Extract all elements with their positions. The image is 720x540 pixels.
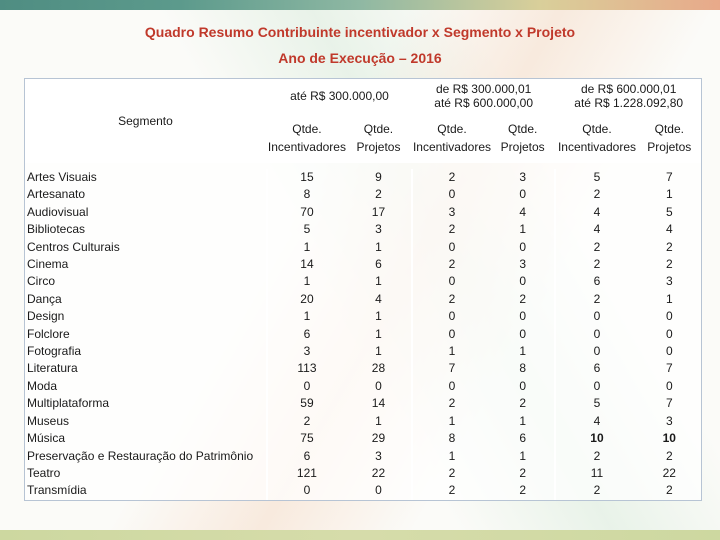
segment-cell: Música	[27, 431, 66, 446]
table-row	[25, 430, 701, 447]
projetos-cell: 22	[371, 465, 386, 480]
incentivadores-cell: 8	[266, 186, 346, 203]
projetos-cell: 22	[662, 465, 676, 480]
projetos-cell: 2	[519, 396, 527, 411]
segment-cell: Centros Culturais	[27, 239, 120, 254]
incentivadores-cell: 2	[554, 186, 637, 203]
incentivadores-cell: 2	[411, 465, 491, 482]
incentivadores-cell: 0	[411, 378, 491, 395]
projetos-cell: 8	[519, 361, 527, 376]
incentivadores-cell: 8	[411, 430, 491, 447]
incentivadores-cell: 3	[266, 343, 346, 360]
table-row	[25, 256, 701, 273]
segment-cell: Preservação e Restauração do Patrimônio	[27, 448, 254, 463]
incentivadores-cell: 0	[411, 308, 491, 325]
table-row	[25, 308, 701, 325]
incentivadores-cell: 0	[411, 326, 491, 343]
projetos-cell: 2	[665, 239, 673, 254]
incentivadores-cell: 2	[411, 291, 491, 308]
table-row	[25, 291, 701, 308]
incentivadores-cell: 2	[411, 221, 491, 238]
table-body	[25, 169, 701, 500]
incentivadores-cell: 2	[411, 395, 491, 412]
segment-cell: Artes Visuais	[27, 170, 97, 184]
projetos-cell: 10	[662, 431, 676, 446]
table-row	[25, 326, 701, 343]
col-header-line2: Projetos	[500, 140, 545, 154]
table-row	[25, 169, 701, 186]
incentivadores-cell: 1	[266, 308, 346, 325]
incentivadores-cell: 1	[266, 273, 346, 290]
incentivadores-cell: 0	[554, 326, 637, 343]
col-header-projetos	[638, 113, 701, 163]
incentivadores-cell: 1	[411, 413, 491, 430]
range-1-line1: até R$ 300.000,00	[290, 89, 389, 103]
projetos-cell: 29	[371, 431, 386, 446]
col-header-line2: Incentivadores	[267, 140, 346, 154]
projetos-cell: 17	[371, 204, 386, 219]
segment-cell: Museus	[27, 413, 70, 428]
table-row	[25, 273, 701, 290]
projetos-cell: 1	[519, 413, 527, 428]
projetos-cell: 0	[519, 326, 527, 341]
incentivadores-cell: 1	[266, 239, 346, 256]
incentivadores-cell: 1	[411, 448, 491, 465]
projetos-cell: 28	[371, 361, 386, 376]
incentivadores-cell: 2	[411, 482, 491, 499]
segment-cell: Artesanato	[27, 187, 86, 202]
incentivadores-cell: 4	[554, 204, 637, 221]
projetos-cell: 3	[665, 274, 673, 289]
projetos-cell: 0	[665, 344, 673, 359]
table-row	[25, 482, 701, 499]
col-header-line1: Qtde.	[363, 122, 394, 136]
top-decor-bar	[0, 0, 720, 10]
projetos-cell: 0	[375, 378, 382, 393]
slide-subtitle: Ano de Execução – 2016	[278, 50, 442, 66]
col-header-line2: Incentivadores	[557, 140, 636, 154]
segment-cell: Audiovisual	[27, 204, 89, 219]
incentivadores-cell: 113	[266, 360, 346, 377]
incentivadores-cell: 0	[411, 186, 491, 203]
projetos-cell: 3	[375, 222, 382, 237]
projetos-cell: 5	[665, 204, 673, 219]
incentivadores-cell: 4	[554, 221, 637, 238]
segment-cell: Fotografia	[27, 344, 82, 359]
segment-cell: Folclore	[27, 326, 70, 341]
projetos-cell: 1	[665, 187, 673, 202]
projetos-cell: 6	[519, 431, 527, 446]
projetos-cell: 2	[519, 465, 527, 480]
incentivadores-cell: 0	[266, 482, 346, 499]
segment-cell: Dança	[27, 291, 62, 306]
col-header-line2: Projetos	[356, 140, 401, 154]
projetos-cell: 0	[519, 239, 527, 254]
incentivadores-cell: 20	[266, 291, 346, 308]
projetos-cell: 1	[375, 274, 382, 289]
col-header-incentivadores	[411, 113, 491, 163]
incentivadores-cell: 2	[266, 413, 346, 430]
col-header-line2: Projetos	[647, 140, 692, 154]
segment-cell: Design	[27, 309, 65, 324]
table-row	[25, 239, 701, 256]
projetos-cell: 0	[519, 309, 527, 324]
incentivadores-cell: 4	[554, 413, 637, 430]
incentivadores-cell: 0	[411, 273, 491, 290]
projetos-cell: 14	[371, 396, 386, 411]
incentivadores-cell: 59	[266, 395, 346, 412]
range-2-line1: de R$ 300.000,01	[435, 82, 532, 96]
projetos-cell: 1	[375, 326, 382, 341]
incentivadores-cell: 0	[266, 378, 346, 395]
projetos-cell: 0	[665, 309, 673, 324]
range-header-2	[411, 79, 554, 113]
incentivadores-cell: 3	[411, 204, 491, 221]
segment-cell: Moda	[27, 378, 58, 393]
projetos-cell: 2	[665, 257, 673, 272]
segment-cell: Bibliotecas	[27, 222, 86, 237]
incentivadores-cell: 5	[266, 221, 346, 238]
projetos-cell: 7	[665, 361, 673, 376]
projetos-cell: 6	[375, 257, 382, 272]
incentivadores-cell: 5	[554, 169, 637, 186]
projetos-cell: 1	[375, 413, 382, 428]
incentivadores-cell: 5	[554, 395, 637, 412]
incentivadores-cell: 2	[411, 169, 491, 186]
segment-cell: Cinema	[27, 257, 69, 272]
projetos-cell: 3	[375, 448, 382, 463]
projetos-cell: 1	[665, 291, 673, 306]
segment-cell: Transmídia	[27, 483, 87, 498]
incentivadores-cell: 2	[554, 291, 637, 308]
col-header-line1: Qtde.	[437, 122, 467, 136]
incentivadores-cell: 10	[554, 430, 637, 447]
incentivadores-cell: 2	[554, 239, 637, 256]
col-header-incentivadores	[554, 113, 637, 163]
projetos-cell: 2	[519, 483, 527, 498]
col-header-incentivadores	[266, 113, 346, 163]
bottom-decor-bar	[0, 530, 720, 540]
segment-cell: Teatro	[27, 465, 61, 480]
projetos-cell: 7	[665, 396, 673, 411]
projetos-cell: 1	[519, 448, 527, 463]
projetos-cell: 0	[375, 483, 382, 498]
projetos-cell: 0	[519, 187, 527, 202]
incentivadores-cell: 70	[266, 204, 346, 221]
incentivadores-cell: 2	[554, 448, 637, 465]
slide-title: Quadro Resumo Contribuinte incentivador x Segmento x Projeto	[144, 24, 576, 40]
col-header-line1: Qtde.	[582, 122, 612, 136]
col-header-line2: Incentivadores	[412, 140, 491, 154]
projetos-cell: 2	[375, 187, 382, 202]
projetos-cell: 2	[665, 483, 673, 498]
projetos-cell: 1	[519, 222, 527, 237]
projetos-cell: 4	[375, 291, 382, 306]
table-row	[25, 448, 701, 465]
incentivadores-cell: 6	[266, 448, 346, 465]
incentivadores-cell: 121	[266, 465, 346, 482]
header-row-ranges	[25, 79, 701, 113]
incentivadores-cell: 0	[411, 239, 491, 256]
incentivadores-cell: 1	[411, 343, 491, 360]
incentivadores-cell: 14	[266, 256, 346, 273]
col-header-line1: Qtde.	[508, 122, 538, 136]
projetos-cell: 0	[665, 326, 673, 341]
table-row	[25, 204, 701, 221]
incentivadores-cell: 2	[554, 482, 637, 499]
projetos-cell: 0	[519, 378, 527, 393]
range-3-line1: de R$ 600.000,01	[580, 82, 677, 96]
incentivadores-cell: 6	[266, 326, 346, 343]
table-row	[25, 343, 701, 360]
incentivadores-cell: 2	[411, 256, 491, 273]
incentivadores-cell: 0	[554, 343, 637, 360]
segment-cell: Multiplataforma	[27, 396, 110, 411]
table-row	[25, 465, 701, 482]
col-header-line1: Qtde.	[654, 122, 684, 136]
col-header-projetos	[346, 113, 411, 163]
incentivadores-cell: 6	[554, 360, 637, 377]
projetos-cell: 2	[665, 448, 673, 463]
incentivadores-cell: 11	[554, 465, 637, 482]
projetos-cell: 0	[665, 378, 673, 393]
projetos-cell: 0	[519, 274, 527, 289]
range-2-line2: até R$ 600.000,00	[434, 96, 534, 110]
table-row	[25, 395, 701, 412]
incentivadores-cell: 6	[554, 273, 637, 290]
projetos-cell: 1	[519, 344, 527, 359]
table-row	[25, 378, 701, 395]
projetos-cell: 2	[519, 291, 527, 306]
projetos-cell: 4	[519, 204, 527, 219]
projetos-cell: 1	[375, 309, 382, 324]
segment-cell: Circo	[27, 274, 56, 289]
incentivadores-cell: 0	[554, 308, 637, 325]
incentivadores-cell: 75	[266, 430, 346, 447]
table-row	[25, 186, 701, 203]
projetos-cell: 9	[375, 170, 382, 184]
range-header-3	[554, 79, 701, 113]
projetos-cell: 3	[665, 413, 673, 428]
col-header-projetos	[491, 113, 554, 163]
range-header-1	[266, 79, 411, 113]
segment-header: Segmento	[25, 79, 266, 163]
segment-cell: Literatura	[27, 361, 78, 376]
summary-table	[24, 78, 702, 501]
projetos-cell: 1	[375, 239, 382, 254]
projetos-cell: 7	[665, 170, 673, 184]
incentivadores-cell: 7	[411, 360, 491, 377]
table-row	[25, 413, 701, 430]
projetos-cell: 3	[519, 257, 527, 272]
projetos-cell: 4	[665, 222, 673, 237]
table-row	[25, 360, 701, 377]
incentivadores-cell: 15	[266, 169, 346, 186]
range-3-line2: até R$ 1.228.092,80	[574, 96, 684, 110]
table-row	[25, 221, 701, 238]
incentivadores-cell: 0	[554, 378, 637, 395]
projetos-cell: 3	[519, 170, 527, 184]
projetos-cell: 1	[375, 344, 382, 359]
incentivadores-cell: 2	[554, 256, 637, 273]
col-header-line1: Qtde.	[292, 122, 322, 136]
